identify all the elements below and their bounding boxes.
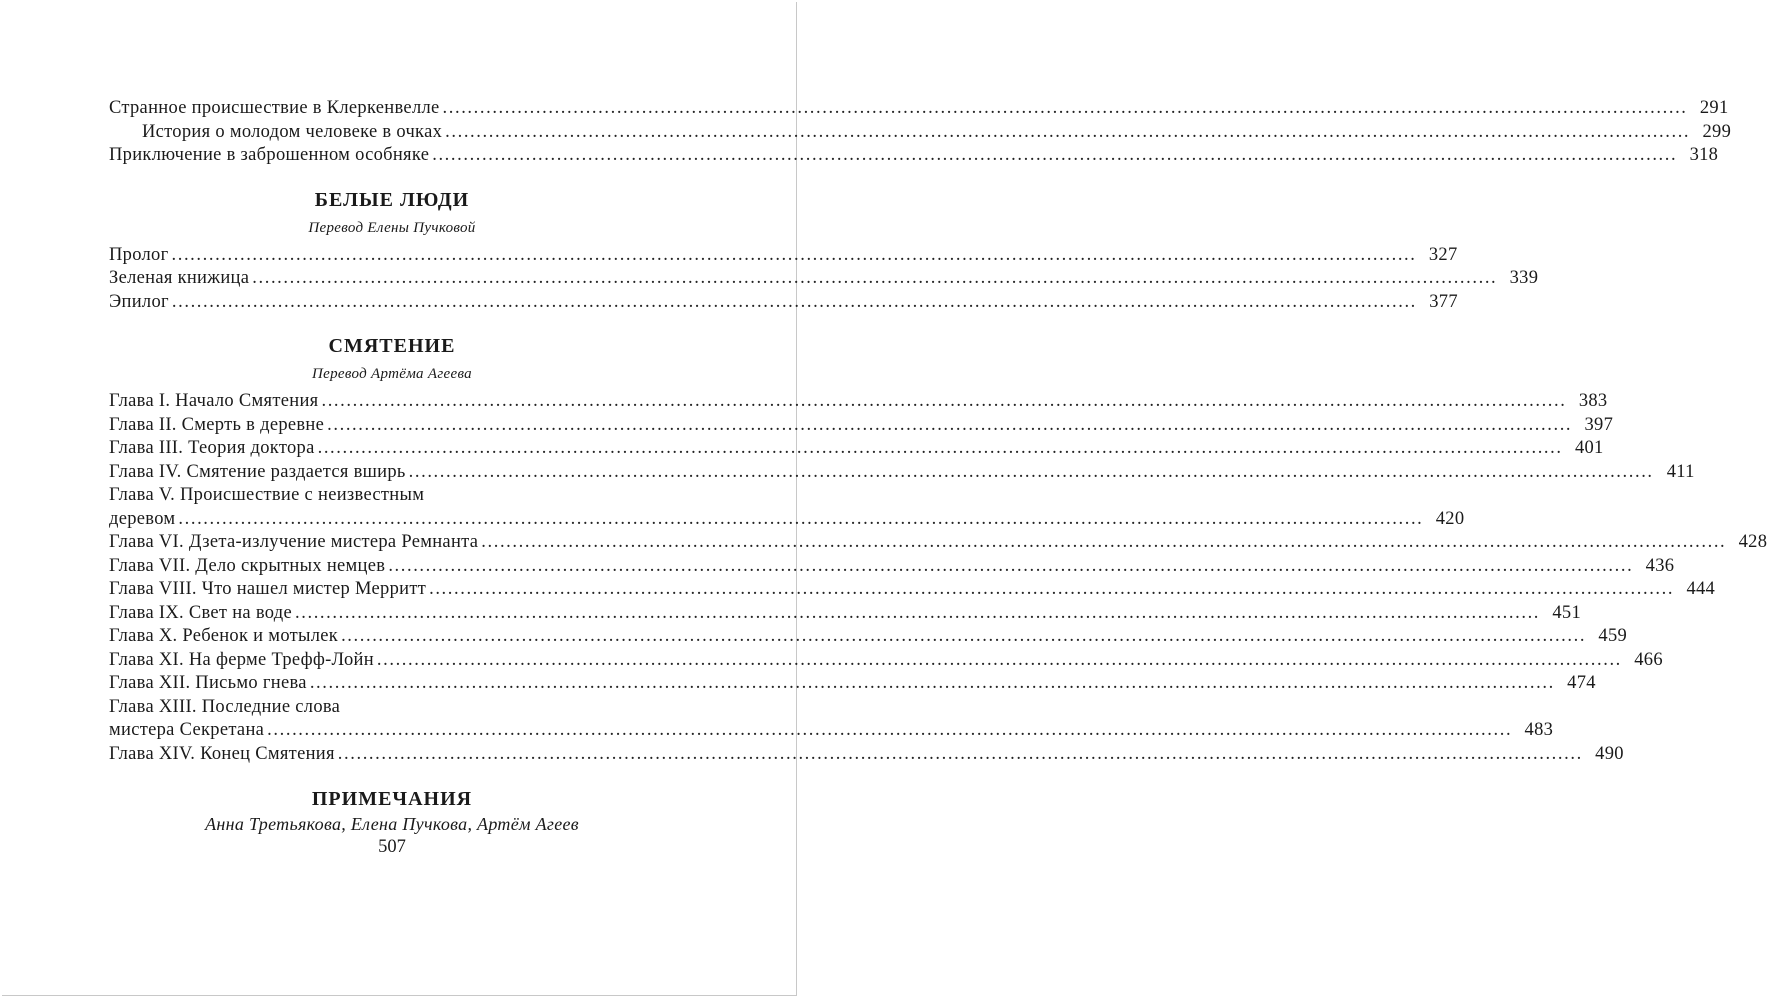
toc-entry-title: Глава I. Начало Смятения bbox=[109, 391, 319, 411]
toc-entry-page: 490 bbox=[1595, 743, 1624, 764]
toc-entry[interactable] bbox=[109, 649, 1663, 673]
dot-leader: ........................................................................................................................................................................................................ bbox=[321, 391, 1567, 411]
toc-entry-title: Странное происшествие в Клеркенвелле bbox=[109, 98, 440, 118]
toc-entry-page: 420 bbox=[1435, 508, 1465, 529]
dot-leader: ........................................................................................................................................................................................................ bbox=[429, 579, 1675, 599]
toc-entry[interactable] bbox=[109, 461, 1695, 485]
toc-entry-title: мистера Секретана bbox=[109, 720, 265, 740]
toc-entry[interactable] bbox=[109, 743, 1624, 767]
toc-entry[interactable] bbox=[109, 719, 1554, 743]
toc-entry[interactable] bbox=[109, 267, 1539, 291]
toc-entry-page: 291 bbox=[1699, 98, 1729, 118]
toc-entry[interactable] bbox=[109, 555, 1675, 579]
toc-entry-page: 483 bbox=[1524, 720, 1554, 740]
toc-entry-page: 401 bbox=[1574, 438, 1604, 458]
dot-leader: ........................................................................................................................................................................................................ bbox=[341, 626, 1587, 646]
toc-entry[interactable] bbox=[109, 144, 1719, 168]
dot-leader: ........................................................................................................................................................................................................ bbox=[252, 268, 1498, 288]
toc-entry-page: 459 bbox=[1598, 626, 1628, 646]
section-title-white-people[interactable]: БЕЛЫЕ ЛЮДИ bbox=[314, 188, 470, 211]
toc-entry-page: 318 bbox=[1689, 145, 1719, 165]
toc-entry-title: Глава III. Теория доктора bbox=[109, 438, 315, 458]
toc-entry-title: История о молодом человеке в очках bbox=[142, 121, 443, 142]
toc-entry-page: 411 bbox=[1666, 461, 1695, 482]
toc-entry-title: Глава XI. На ферме Трефф-Лойн bbox=[109, 649, 374, 670]
toc-entry[interactable] bbox=[109, 531, 1767, 555]
toc-entry-page: 397 bbox=[1584, 414, 1614, 435]
dot-leader: ........................................................................................................................................................................................................ bbox=[337, 743, 1583, 764]
dot-leader: ........................................................................................................................................................................................................ bbox=[171, 291, 1417, 312]
section-translator: Перевод Елены Пучковой bbox=[308, 219, 476, 236]
toc-entry[interactable] bbox=[109, 121, 1732, 145]
toc-entry-title: Глава VII. Дело скрытных немцев bbox=[109, 555, 386, 576]
toc-entry[interactable] bbox=[109, 244, 1458, 268]
toc-entry-title-line1[interactable]: Глава XIII. Последние слова bbox=[109, 696, 341, 717]
dot-leader: ........................................................................................................................................................................................................ bbox=[327, 414, 1573, 435]
toc-entry[interactable] bbox=[109, 625, 1628, 649]
toc-entry[interactable] bbox=[109, 578, 1716, 602]
notes-authors: Анна Третьякова, Елена Пучкова, Артём Агеев bbox=[205, 814, 579, 834]
dot-leader: ........................................................................................................................................................................................................ bbox=[178, 508, 1424, 529]
dot-leader: ........................................................................................................................................................................................................ bbox=[295, 602, 1541, 623]
dot-leader: ........................................................................................................................................................................................................ bbox=[267, 720, 1513, 740]
section-translator: Перевод Артёма Агеева bbox=[312, 366, 472, 382]
toc-entry-title: Эпилог bbox=[109, 291, 169, 312]
toc-entry-title: Пролог bbox=[109, 244, 169, 265]
dot-leader: ........................................................................................................................................................................................................ bbox=[445, 121, 1691, 142]
dot-leader: ........................................................................................................................................................................................................ bbox=[442, 98, 1688, 118]
toc-entry-page: 299 bbox=[1702, 121, 1732, 142]
notes-page-number: 507 bbox=[378, 837, 406, 857]
dot-leader: ........................................................................................................................................................................................................ bbox=[376, 649, 1622, 670]
toc-entry[interactable] bbox=[109, 437, 1604, 461]
toc-entry-title: деревом bbox=[109, 508, 176, 529]
toc-entry-title: Глава IX. Свет на воде bbox=[109, 602, 293, 623]
toc-entry-page: 451 bbox=[1552, 602, 1582, 623]
toc-entry[interactable] bbox=[109, 390, 1608, 414]
toc-entry[interactable] bbox=[109, 291, 1458, 315]
dot-leader: ........................................................................................................................................................................................................ bbox=[408, 461, 1654, 482]
dot-leader: ........................................................................................................................................................................................................ bbox=[388, 555, 1634, 576]
toc-entry-page: 377 bbox=[1429, 291, 1458, 312]
toc-entry[interactable] bbox=[109, 508, 1465, 532]
toc-entry-page: 466 bbox=[1634, 649, 1663, 670]
toc-entry-page: 339 bbox=[1509, 268, 1539, 288]
toc-entry-title: Зеленая книжица bbox=[109, 268, 250, 288]
book-page bbox=[2, 2, 1767, 996]
toc-entry-page: 444 bbox=[1686, 579, 1716, 599]
toc-entry-title-line1[interactable]: Глава V. Происшествие с неизвестным bbox=[109, 485, 425, 505]
toc-entry-title: Глава IV. Смятение раздается вширь bbox=[109, 461, 406, 482]
toc-entry-page: 436 bbox=[1645, 555, 1675, 576]
toc-entry-title: Приключение в заброшенном особняке bbox=[109, 145, 430, 165]
dot-leader: ........................................................................................................................................................................................................ bbox=[171, 244, 1417, 265]
toc-entry-title: Глава VI. Дзета-излучение мистера Ремнанта bbox=[109, 532, 479, 552]
toc-entry[interactable] bbox=[109, 672, 1596, 696]
table-of-contents bbox=[109, 97, 1767, 858]
toc-entry[interactable] bbox=[109, 602, 1582, 626]
toc-entry-title: Глава XII. Письмо гнева bbox=[109, 673, 307, 693]
dot-leader: ........................................................................................................................................................................................................ bbox=[317, 438, 1563, 458]
toc-entry-page: 428 bbox=[1738, 532, 1767, 552]
dot-leader: ........................................................................................................................................................................................................ bbox=[481, 532, 1727, 552]
dot-leader: ........................................................................................................................................................................................................ bbox=[309, 673, 1555, 693]
notes-title[interactable]: ПРИМЕЧАНИЯ bbox=[311, 788, 473, 810]
toc-entry-title: Глава X. Ребенок и мотылек bbox=[109, 626, 339, 646]
dot-leader: ........................................................................................................................................................................................................ bbox=[432, 145, 1678, 165]
toc-entry-title: Глава II. Смерть в деревне bbox=[109, 414, 325, 435]
toc-entry-page: 383 bbox=[1578, 391, 1608, 411]
toc-entry-page: 327 bbox=[1428, 244, 1458, 265]
toc-entry-title: Глава XIV. Конец Смятения bbox=[109, 743, 335, 764]
toc-entry-title: Глава VIII. Что нашел мистер Мерритт bbox=[109, 579, 427, 599]
section-title-terror[interactable]: СМЯТЕНИЕ bbox=[328, 335, 456, 357]
toc-entry[interactable] bbox=[109, 97, 1729, 121]
toc-entry-page: 474 bbox=[1567, 673, 1596, 693]
toc-entry[interactable] bbox=[109, 414, 1614, 438]
